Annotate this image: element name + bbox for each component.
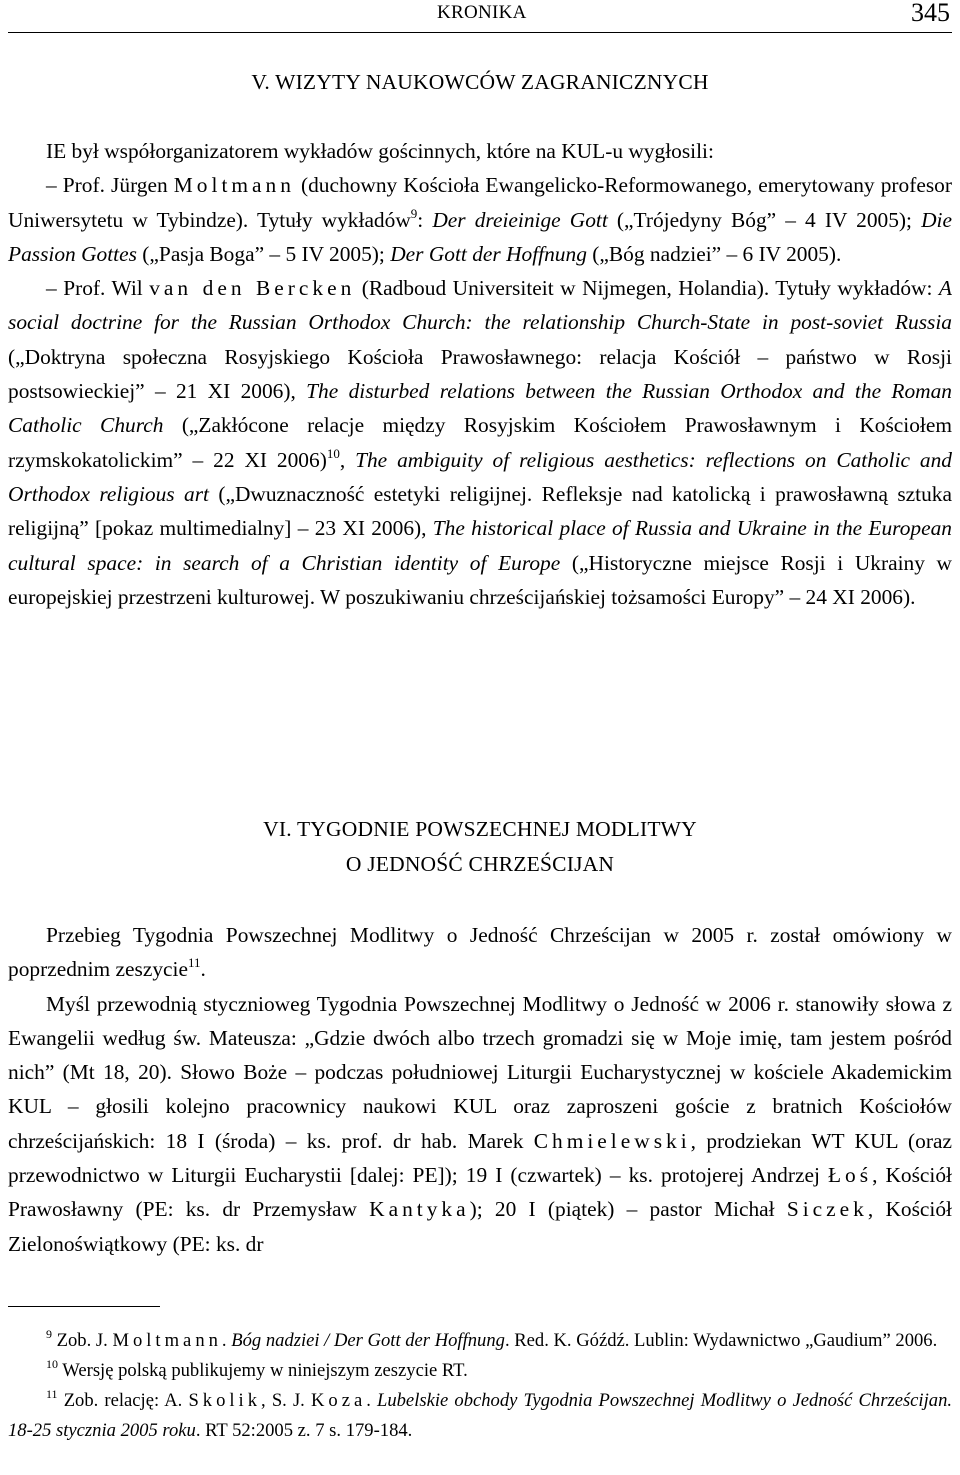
lecture-title: The disturbed relations between the Russian Orthodox and the Roman Catholic Church [8,379,952,438]
lecture-title: Die Passion Gottes [8,207,952,266]
intro-paragraph: IE był współorganizatorem wykładów gościnnych, które na KUL-u wygłosili: [46,139,714,163]
moltmann-paragraph: – Prof. Jürgen Moltmann (duchowny Kościoła Ewangelicko-Reformowanego, emerytowany profesor Uniwersytetu w Tybindze). Tytuły wykładów$^9$: Der dreieinige Gott („Trójedyny Bóg” – 4 IV 2005); Die Passion Gottes („Pasja Boga” – 5 IV 2005); Der Gott der Hoffnung („Bóg nadziei” – 6 IV 2005). [8,173,952,266]
section-5-body [8,134,952,614]
person-name: Chmielewski [533,1128,691,1153]
person-name: Koza [310,1390,367,1411]
section-6-body [8,918,952,1261]
lecture-title: The ambiguity of religious aesthetics: reflections on Catholic and Orthodox religious art [8,447,952,506]
person-name: Kantyka [369,1197,470,1222]
footnotes [8,1326,952,1446]
footnote-10: $^{10}$ Wersję polską publikujemy w niniejszym zeszycie RT. [46,1357,468,1381]
person-name: van den Bercken [149,276,356,301]
footnote-ref: 11 [187,955,201,971]
running-head: KRONIKA [437,2,527,23]
person-name: Moltmann [173,173,295,198]
section-5-title: V. WIZYTY NAUKOWCÓW ZAGRANICZNYCH [251,70,709,94]
lecture-title: The historical place of Russia and Ukraine in the European cultural space: in search of a Christian identity of Europe [8,516,952,575]
footnote-11: $^{11}$ Zob. relację: A. Skolik, S. J. Koza. Lubelskie obchody Tygodnia Powszechnej Modlitwy o Jedność Chrześcijan. 18-25 stycznia 2005 roku. RT 52:2005 z. 7 s. 179-184. [8,1387,953,1441]
section-6-title-line1: VI. TYGODNIE POWSZECHNEJ MODLITWY [263,817,697,841]
person-name: Siczek [786,1197,868,1222]
footnote-9: $^9$ Zob. J. Moltmann. Bóg nadziei / Der Gott der Hoffnung. Red. K. Góźdź. Lublin: Wydawnictwo „Gaudium” 2006. [46,1327,938,1351]
person-name: Łoś [827,1163,873,1188]
section-6-paragraph-1: Przebieg Tygodnia Powszechnej Modlitwy o Jedność Chrześcijan w 2005 r. został omówiony w poprzednim zeszycie$^{11}$. [8,923,952,982]
bercken-paragraph: – Prof. Wil van den Bercken (Radboud Universiteit w Nijmegen, Holandia). Tytuły wykładów: A social doctrine for the Russian Orthodox Church: the relationship Church-State in post-soviet Russia („Doktryna społeczna Rosyjskiego Kościoła Prawosławnego: relacja Kościół – państwo w Rosji postsowieckiej” – 21 XI 2006), The disturbed relations between the Russian Orthodox and the Roman Catholic Church („Zakłócone relacje między Rosyjskim Kościołem Prawosławnym i Kościołem rzymskokatolickim” – 22 XI 2006)$^{10}$, The ambiguity of religious aesthetics: reflections on Catholic and Orthodox religious art („Dwuznaczność estetyki religijnej. Refleksje nad katolicką i prawosławną sztuka religijną” [pokaz multimedialny] – 23 XI 2006), The historical place of Russia and Ukraine in the European cultural space: in search of a Christian identity of Europe („Historyczne miejsce Rosji i Ukrainy w europejskiej przestrzeni kulturowej. W poszukiwaniu chrześcijańskiej tożsamości Europy” – 24 XI 2006). [8,276,952,609]
article-title: Lubelskie obchody Tygodnia Powszechnej Modlitwy o Jedność Chrześcijan. 18-25 stycznia 2005 roku [8,1390,953,1441]
person-name: Moltmann [112,1330,222,1351]
page-header [8,0,952,33]
footnote-ref: 10 [326,445,340,461]
lecture-title: A social doctrine for the Russian Orthodox Church: the relationship Church-State in post-soviet Russia [8,276,952,335]
page-number: 345 [911,0,950,27]
person-name: Skolik [188,1390,262,1411]
lecture-title: Der Gott der Hoffnung [390,241,587,266]
section-6-title-line2: O JEDNOŚĆ CHRZEŚCIJAN [345,852,615,876]
section-6-paragraph-2: Myśl przewodnią stycznioweg Tygodnia Powszechnej Modlitwy o Jedność w 2006 r. stanowiły słowa z Ewangelii według św. Mateusza: „Gdzie dwóch albo trzech gromadzi się w Moje imię, tam jestem pośród nich” (Mt 18, 20). Słowo Boże – podczas południowej Liturgii Eucharystycznej w kościele Akademickim KUL – głosili kolejno pracownicy naukowi KUL oraz zaproszeni goście z bratnich Kościołów chrześcijańskich: 18 I (środa) – ks. prof. dr hab. Marek Chmielewski, prodziekan WT KUL (oraz przewodnictwo w Liturgii Eucharystii [dalej: PE]); 19 I (czwartek) – ks. protojerej Andrzej Łoś, Kościół Prawosławny (PE: ks. dr Przemysław Kantyka); 20 I (piątek) – pastor Michał Siczek, Kościół Zielonoświątkowy (PE: ks. dr [8,991,952,1256]
footnote-ref: 9 [410,205,418,221]
footnote-separator [8,1306,160,1307]
lecture-title: Der dreieinige Gott [432,207,608,232]
book-title: Bóg nadziei / Der Gott der Hoffnung [231,1330,505,1351]
